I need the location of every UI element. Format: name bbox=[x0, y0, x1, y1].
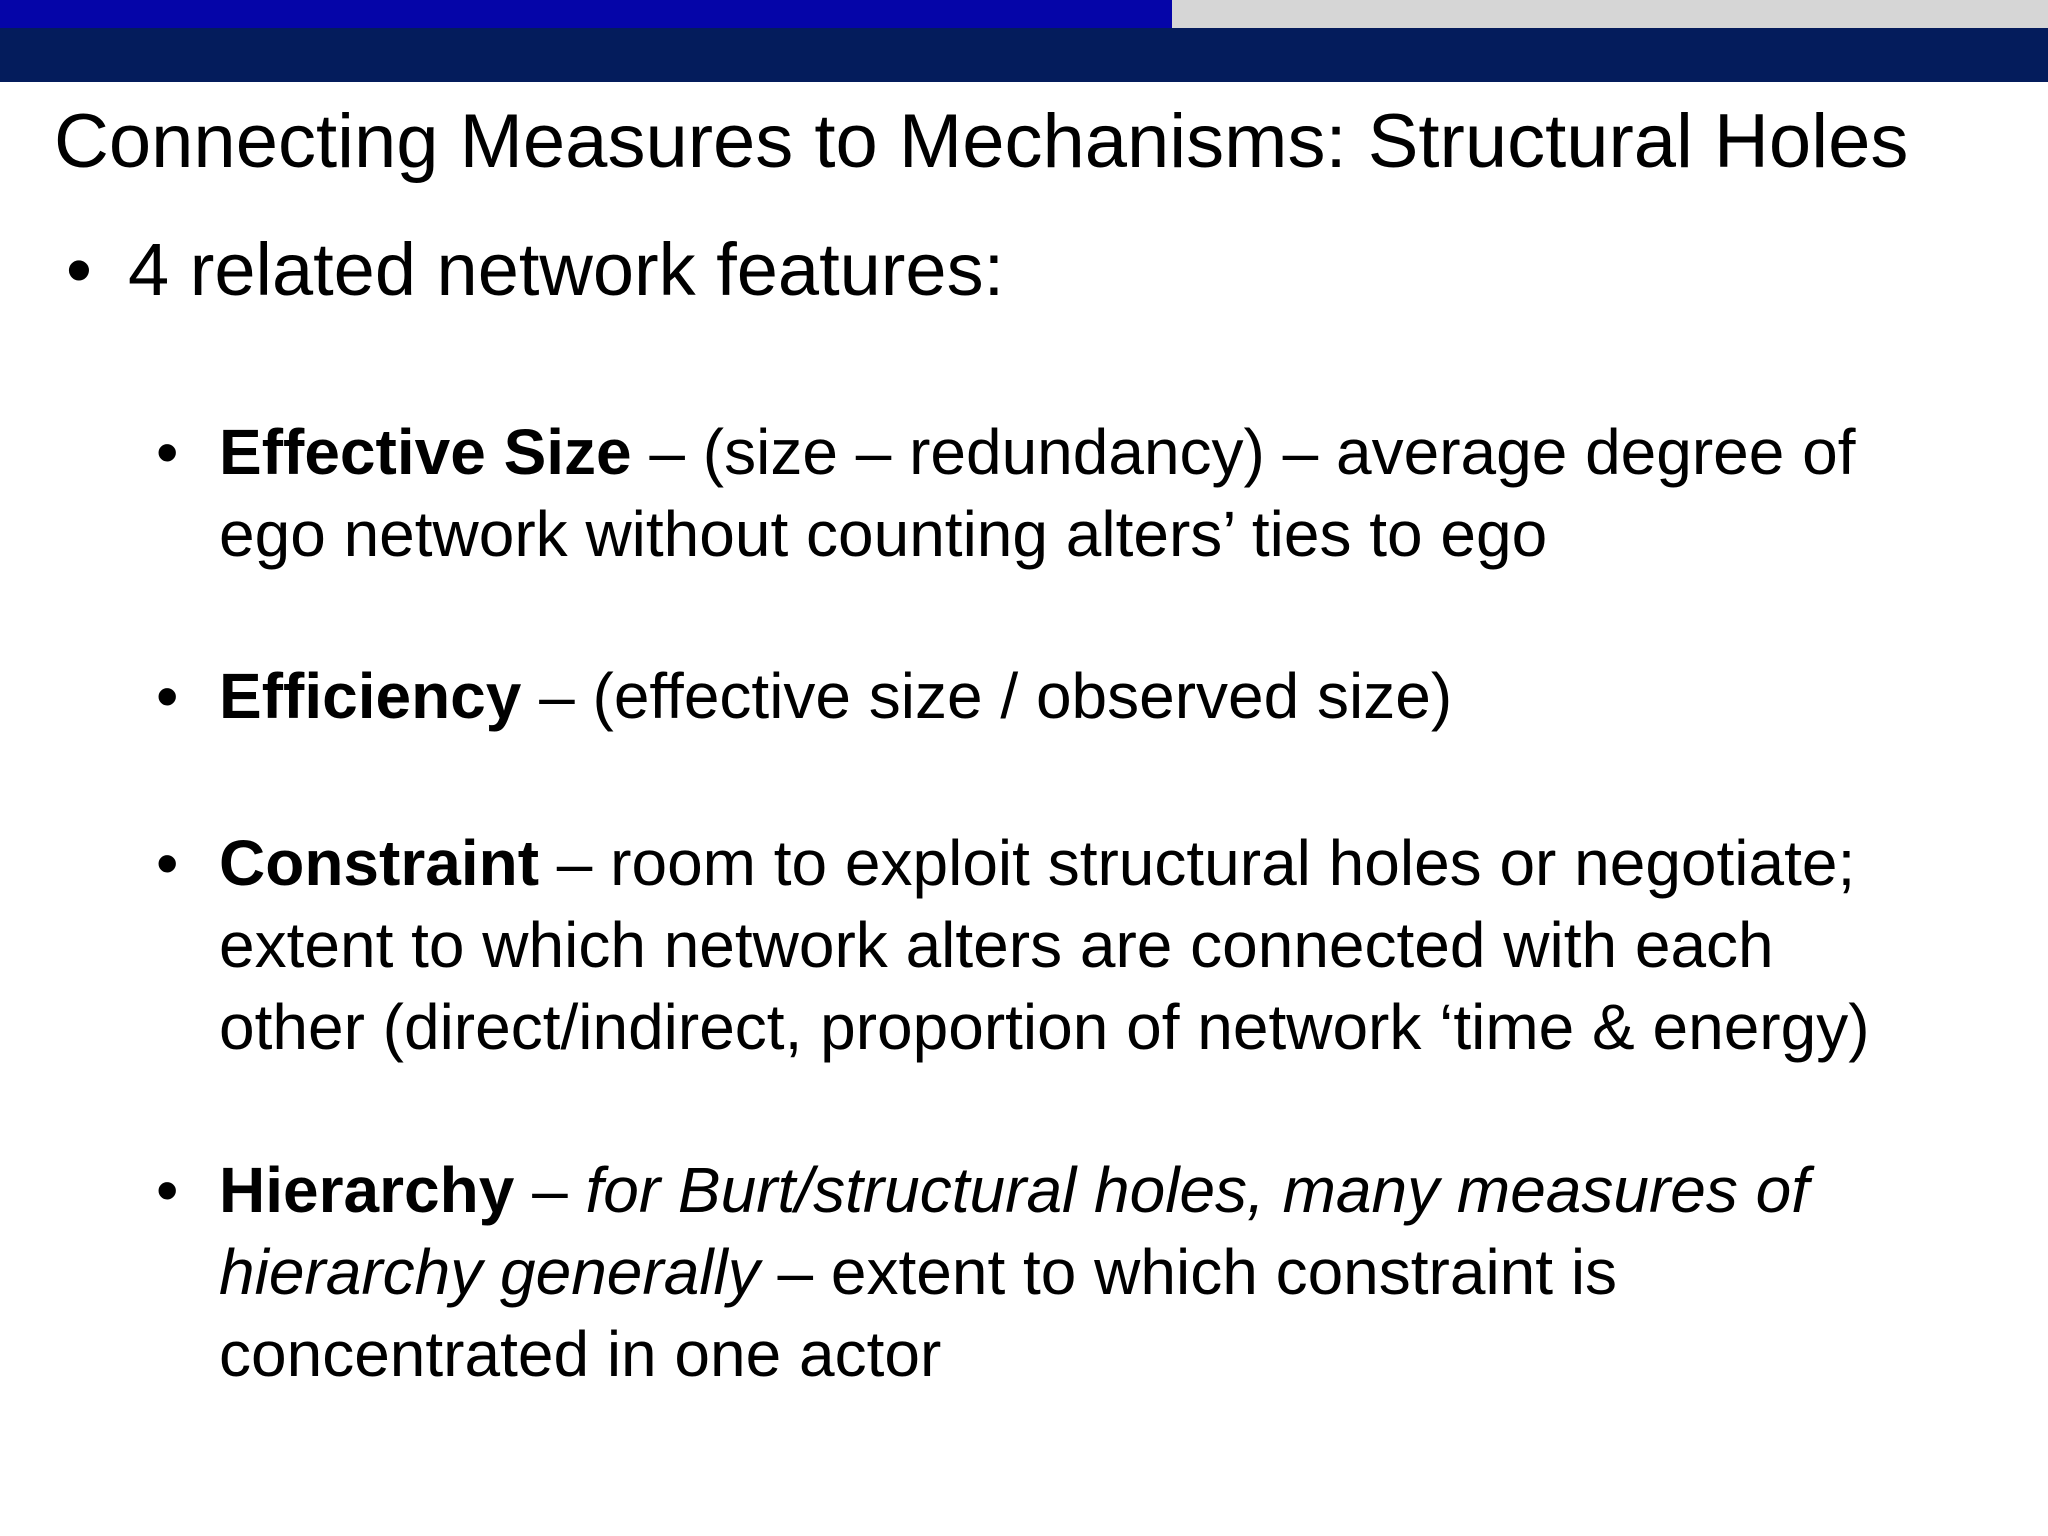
feature-effective-size bbox=[156, 411, 2036, 575]
feature-description: – (effective size / observed size) bbox=[521, 660, 1453, 732]
intro-bullet-text: 4 related network features: bbox=[128, 228, 1005, 311]
bullet-dot: • bbox=[66, 228, 92, 311]
feature-constraint bbox=[156, 822, 2036, 1068]
bullet-dot: • bbox=[156, 416, 179, 488]
header-band bbox=[0, 28, 2048, 82]
header-accent-gray bbox=[1172, 0, 2048, 30]
intro-bullet bbox=[66, 222, 1004, 318]
feature-term: Hierarchy bbox=[219, 1154, 515, 1226]
feature-term: Efficiency bbox=[219, 660, 522, 732]
feature-italic-note: hierarchy generally bbox=[219, 1236, 760, 1308]
feature-description: ego network without counting alters’ ties to ego bbox=[219, 498, 1548, 570]
feature-description: extent to which network alters are connected with each bbox=[219, 909, 1774, 981]
bullet-dot: • bbox=[156, 827, 179, 899]
feature-description: other (direct/indirect, proportion of network ‘time & energy) bbox=[219, 991, 1870, 1063]
feature-description: – extent to which constraint is bbox=[759, 1236, 1618, 1308]
feature-term: Effective Size bbox=[219, 416, 632, 488]
header-accent-blue bbox=[0, 0, 1172, 30]
feature-description: – (size – redundancy) – average degree of bbox=[631, 416, 1856, 488]
slide-title: Connecting Measures to Mechanisms: Structural Holes bbox=[54, 99, 1909, 184]
feature-efficiency bbox=[156, 655, 2036, 737]
bullet-dot: • bbox=[156, 660, 179, 732]
feature-hierarchy bbox=[156, 1149, 2036, 1395]
feature-description: concentrated in one actor bbox=[219, 1318, 942, 1390]
feature-term: Constraint bbox=[219, 827, 539, 899]
bullet-dot: • bbox=[156, 1154, 179, 1226]
feature-italic-note: for Burt/structural holes, many measures of bbox=[585, 1154, 1810, 1226]
feature-description: – room to exploit structural holes or negotiate; bbox=[539, 827, 1856, 899]
feature-separator: – bbox=[514, 1154, 586, 1226]
